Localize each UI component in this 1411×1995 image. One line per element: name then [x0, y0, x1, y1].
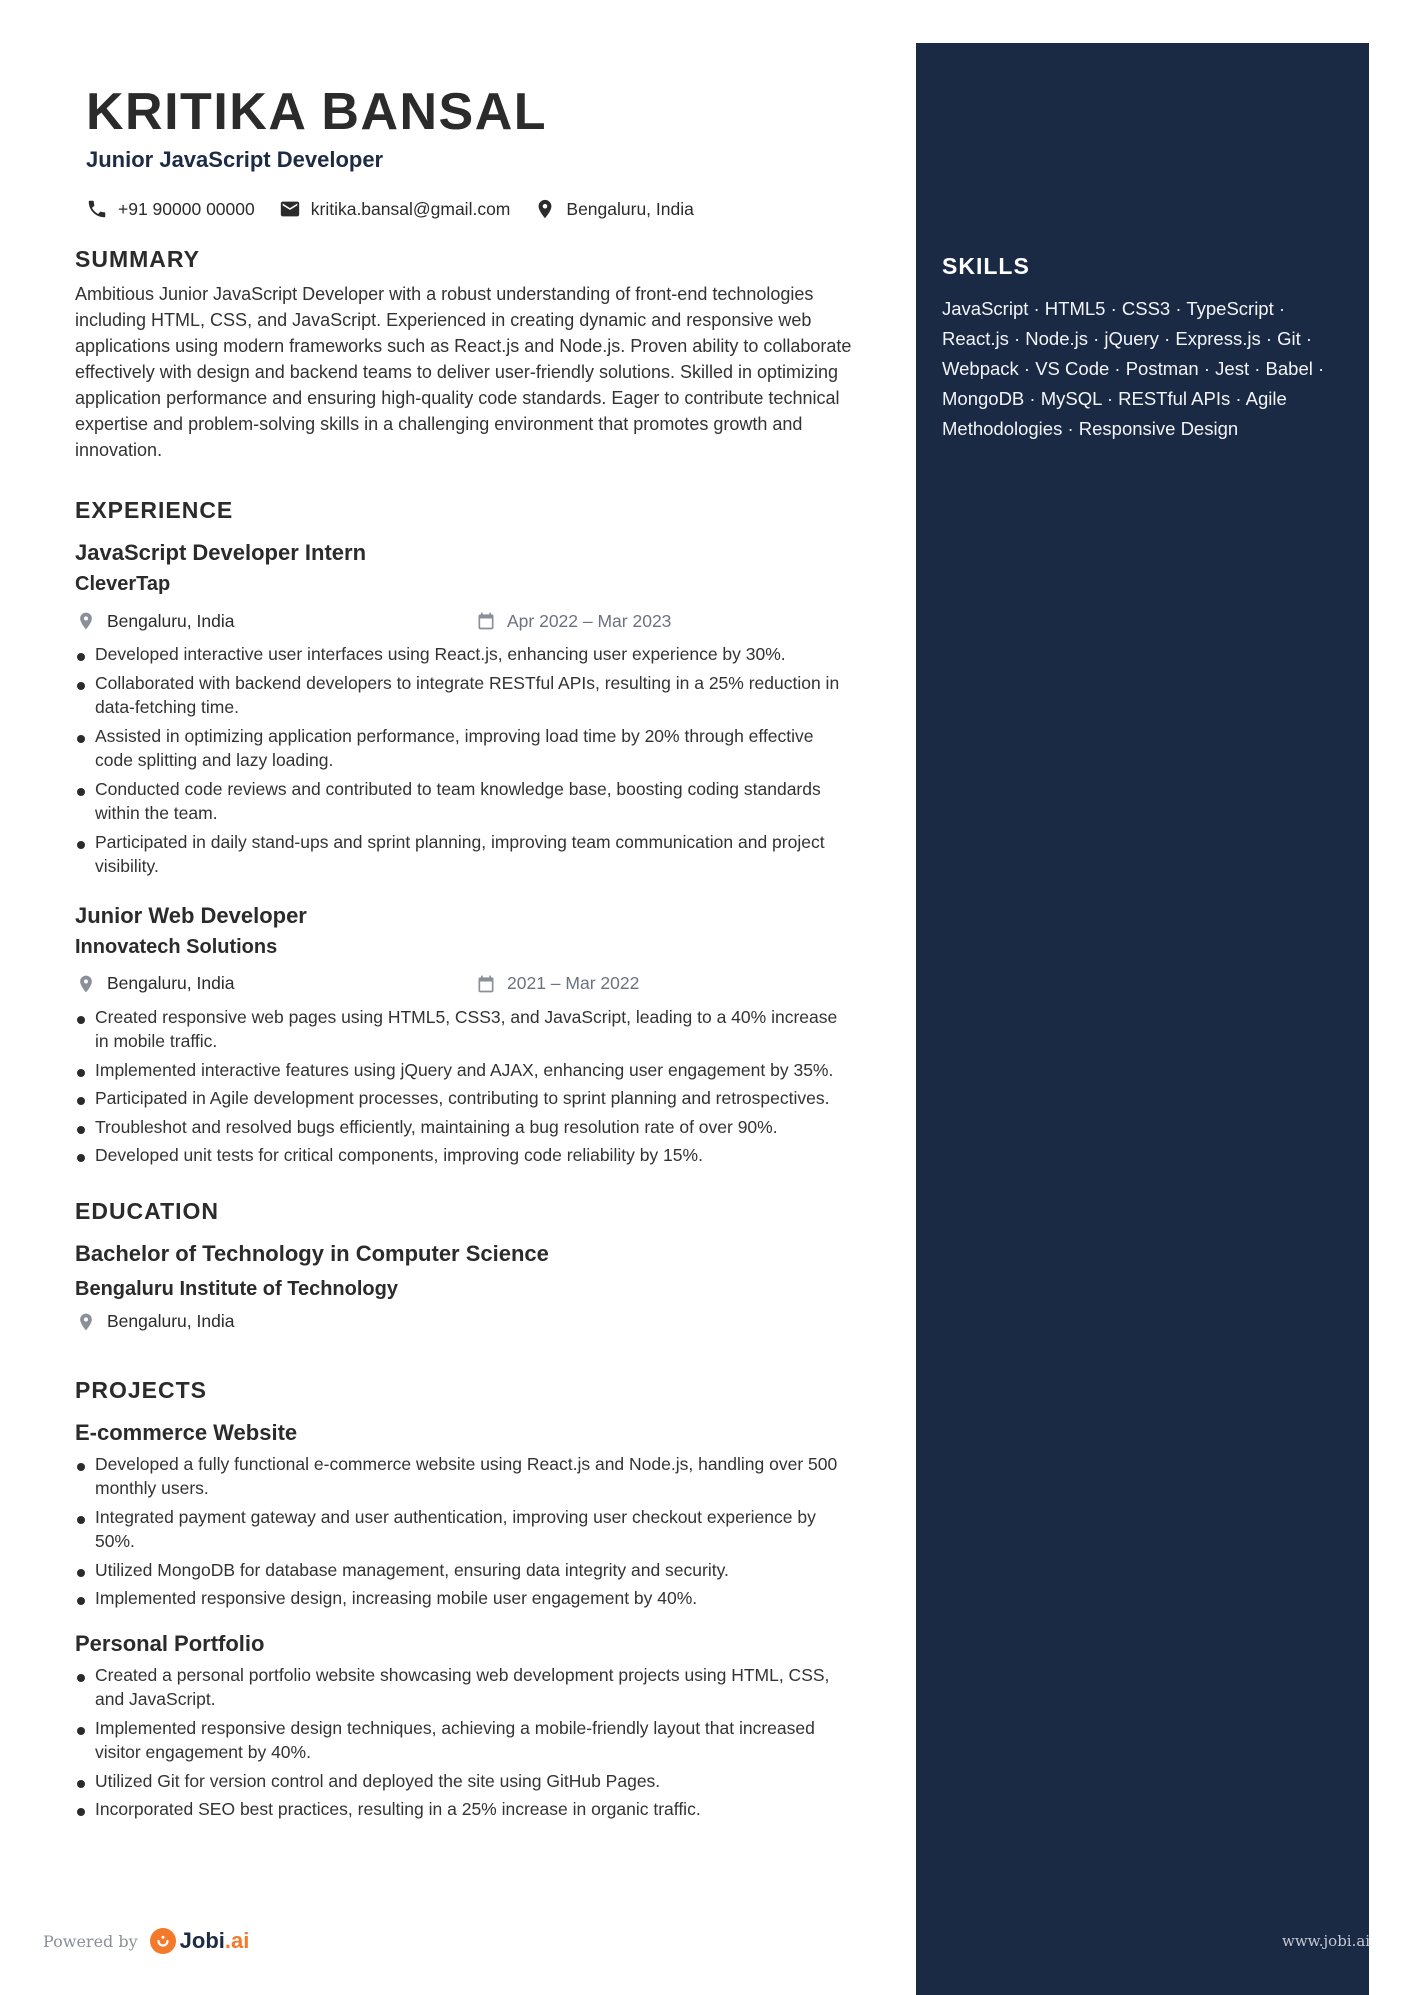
- email-text: kritika.bansal@gmail.com: [310, 198, 511, 219]
- candidate-role: Junior JavaScript Developer: [86, 147, 384, 172]
- job-dates: [475, 973, 639, 995]
- list-item: Implemented responsive design techniques, achieving a mobile-friendly layout that increased visitor engagement by 40%.: [75, 1716, 855, 1765]
- phone-text: +91 90000 00000: [118, 198, 255, 219]
- education-location: [75, 1311, 475, 1333]
- project-title: E-commerce Website: [75, 1419, 298, 1445]
- job-meta: [75, 610, 855, 632]
- resume-main: [75, 80, 855, 1826]
- list-item: Utilized MongoDB for database management, ensuring data integrity and security.: [75, 1558, 855, 1583]
- job-entry: [75, 901, 855, 1168]
- project-title: Personal Portfolio: [75, 1630, 265, 1656]
- job-company: CleverTap: [75, 573, 171, 595]
- experience-section: [75, 497, 855, 1168]
- job-dates-text: Apr 2022 – Mar 2023: [507, 610, 672, 631]
- education-section: [75, 1198, 855, 1333]
- location-icon: [75, 1311, 97, 1333]
- list-item: Incorporated SEO best practices, resulting in a 25% increase in organic traffic.: [75, 1797, 855, 1822]
- jobi-logo-text: Jobi.ai: [179, 1928, 250, 1953]
- contact-email: [279, 198, 511, 220]
- job-bullets: [75, 642, 855, 879]
- job-title: Junior Web Developer: [75, 902, 307, 928]
- skills-sidebar: [916, 43, 1369, 1995]
- job-meta: [75, 973, 855, 995]
- contact-phone: [86, 198, 255, 220]
- list-item: Integrated payment gateway and user authentication, improving user checkout experience by 50%.: [75, 1505, 855, 1554]
- candidate-name: KRITIKA BANSAL: [86, 83, 548, 141]
- calendar-icon: [475, 610, 497, 632]
- list-item: Participated in Agile development processes, contributing to sprint planning and retrospectives.: [75, 1086, 855, 1111]
- summary-text: Ambitious Junior JavaScript Developer with a robust understanding of front-end technologies including HTML, CSS, and JavaScript. Experienced in creating dynamic and responsive web applications using modern frameworks such as React.js and Node.js. Proven ability to collaborate effectively with design and backend teams to deliver user-friendly solutions. Skilled in optimizing application performance and ensuring high-quality code standards. Eager to contribute technical expertise and problem-solving skills in a challenging environment that promotes growth and innovation.: [75, 284, 852, 460]
- website-link[interactable]: www.jobi.ai: [1282, 1932, 1371, 1950]
- school-name: Bengaluru Institute of Technology: [75, 1277, 398, 1300]
- job-location: [75, 973, 475, 995]
- list-item: Implemented interactive features using jQuery and AJAX, enhancing user engagement by 35%.: [75, 1058, 855, 1083]
- list-item: Developed interactive user interfaces using React.js, enhancing user experience by 30%.: [75, 642, 855, 667]
- list-item: Developed unit tests for critical components, improving code reliability by 15%.: [75, 1143, 855, 1168]
- list-item: Troubleshot and resolved bugs efficiently, maintaining a bug resolution rate of over 90%.: [75, 1115, 855, 1140]
- project-bullets: [75, 1452, 855, 1611]
- jobi-logo[interactable]: [150, 1928, 250, 1954]
- list-item: Developed a fully functional e-commerce website using React.js and Node.js, handling over 500 monthly users.: [75, 1452, 855, 1501]
- calendar-icon: [475, 973, 497, 995]
- degree-title: Bachelor of Technology in Computer Science: [75, 1240, 549, 1266]
- project-entry: [75, 1418, 855, 1611]
- location-text: Bengaluru, India: [566, 198, 694, 219]
- project-entry: [75, 1629, 855, 1822]
- education-meta: [75, 1311, 855, 1333]
- skills-list: JavaScript · HTML5 · CSS3 · TypeScript · React.js · Node.js · jQuery · Express.js · Git · Webpack · VS Code · Postman · Jest · Babel · MongoDB · MySQL · RESTful APIs · Agile Methodologies · Responsive Design: [942, 298, 1325, 439]
- project-bullets: [75, 1663, 855, 1822]
- job-location-text: Bengaluru, India: [107, 973, 235, 993]
- job-company: Innovatech Solutions: [75, 935, 278, 958]
- list-item: Collaborated with backend developers to integrate RESTful APIs, resulting in a 25% reduction in data-fetching time.: [75, 671, 855, 720]
- experience-heading: EXPERIENCE: [75, 497, 234, 523]
- projects-section: [75, 1377, 855, 1822]
- job-bullets: [75, 1005, 855, 1168]
- location-icon: [534, 198, 556, 220]
- jobi-logo-icon: [150, 1928, 176, 1954]
- list-item: Created a personal portfolio website showcasing web development projects using HTML, CSS, and JavaScript.: [75, 1663, 855, 1712]
- job-location-text: Bengaluru, India: [107, 610, 235, 631]
- job-dates-text: 2021 – Mar 2022: [507, 973, 640, 993]
- summary-section: [75, 246, 855, 463]
- powered-by: [43, 1928, 249, 1954]
- email-icon: [279, 198, 301, 220]
- list-item: Implemented responsive design, increasing mobile user engagement by 40%.: [75, 1586, 855, 1611]
- skills-heading: SKILLS: [942, 253, 1030, 279]
- powered-by-text: Powered by: [43, 1931, 138, 1951]
- summary-heading: SUMMARY: [75, 246, 200, 272]
- list-item: Utilized Git for version control and deployed the site using GitHub Pages.: [75, 1769, 855, 1794]
- contact-row: [86, 198, 855, 220]
- education-location-text: Bengaluru, India: [107, 1311, 235, 1331]
- phone-icon: [86, 198, 108, 220]
- job-title: JavaScript Developer Intern: [75, 540, 367, 565]
- education-heading: EDUCATION: [75, 1197, 220, 1224]
- list-item: Assisted in optimizing application performance, improving load time by 20% through effective code splitting and lazy loading.: [75, 724, 855, 773]
- contact-location: [534, 198, 693, 220]
- job-dates: [475, 610, 671, 632]
- list-item: Participated in daily stand-ups and sprint planning, improving team communication and project visibility.: [75, 830, 855, 879]
- job-entry: [75, 538, 855, 879]
- location-icon: [75, 973, 97, 995]
- location-icon: [75, 610, 97, 632]
- projects-heading: PROJECTS: [75, 1376, 207, 1403]
- list-item: Conducted code reviews and contributed to team knowledge base, boosting coding standards within the team.: [75, 777, 855, 826]
- list-item: Created responsive web pages using HTML5, CSS3, and JavaScript, leading to a 40% increase in mobile traffic.: [75, 1005, 855, 1054]
- job-location: [75, 610, 475, 632]
